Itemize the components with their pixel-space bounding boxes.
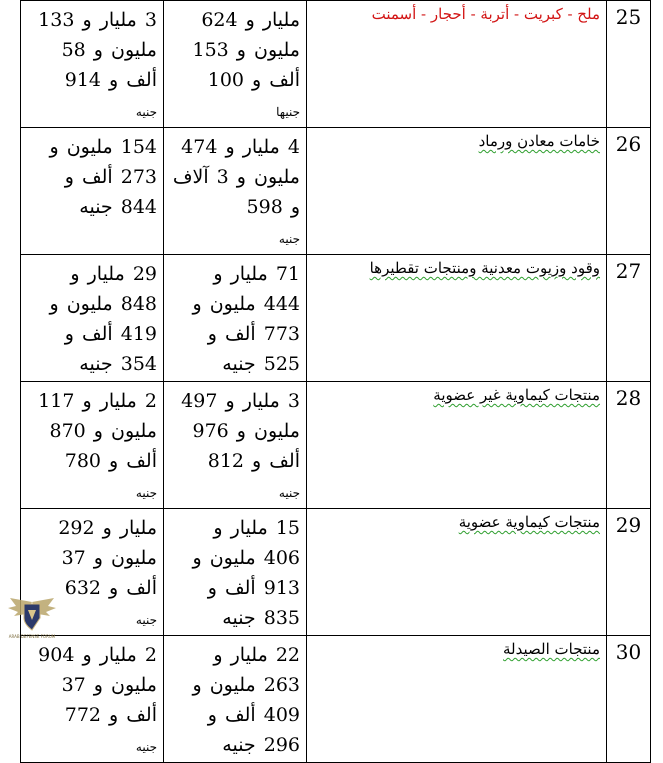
item-text: منتجات الصيدلة	[503, 640, 600, 658]
value-col-2	[21, 382, 164, 509]
value-text: 29 مليار و 848 مليون و 419 ألف و 354 جنيه	[49, 263, 157, 375]
value-text: 3 مليار و 133 مليون و 58 ألف و 914	[38, 9, 157, 91]
value-text: 154 مليون و 273 ألف و 844 جنيه	[49, 136, 157, 218]
value-col-1	[164, 128, 307, 255]
value-text: 2 مليار و 904 مليون و 37 ألف و 772	[38, 644, 157, 726]
row-number: 30	[607, 636, 651, 763]
value-col-1	[164, 1, 307, 128]
value-text: 15 مليار و 406 مليون و 913 ألف و 835 جنيه	[192, 517, 300, 629]
value-col-2	[21, 255, 164, 382]
value-col-2	[21, 1, 164, 128]
table-row	[21, 509, 651, 636]
row-number: 28	[607, 382, 651, 509]
value-unit: جنيه	[278, 486, 300, 500]
table-row	[21, 128, 651, 255]
value-col-2	[21, 636, 164, 763]
table-row	[21, 255, 651, 382]
value-text: مليار و 292 مليون و 37 ألف و 632	[58, 517, 157, 599]
item-name: ملح - كبريت - أتربة - أحجار - أسمنت	[307, 1, 607, 128]
value-col-1	[164, 636, 307, 763]
table-row	[21, 636, 651, 763]
value-text: 22 مليار و 263 مليون و 409 ألف و 296 جنيه	[192, 644, 300, 756]
item-text: وقود وزيوت معدنية ومنتجات تقطيرها	[369, 259, 600, 277]
row-number: 26	[607, 128, 651, 255]
item-name	[307, 382, 607, 509]
row-number: 25	[607, 1, 651, 128]
value-col-1	[164, 382, 307, 509]
trade-table	[20, 0, 651, 763]
item-name	[307, 509, 607, 636]
table-row	[21, 1, 651, 128]
item-text: منتجات كيماوية غير عضوية	[433, 386, 600, 404]
value-unit: جنيه	[135, 613, 157, 627]
value-unit: جنيها	[276, 105, 300, 119]
item-text: خامات معادن ورماد	[478, 132, 600, 150]
value-text: 2 مليار و 117 مليون و 870 ألف و 780	[38, 390, 157, 472]
value-unit: جنيه	[135, 740, 157, 754]
value-col-1	[164, 255, 307, 382]
row-number: 29	[607, 509, 651, 636]
value-text: 4 مليار و 474 مليون و 3 آلاف و 598	[172, 136, 300, 218]
item-name	[307, 255, 607, 382]
value-text: 71 مليار و 444 مليون و 773 ألف و 525 جنيه	[192, 263, 300, 375]
row-number: 27	[607, 255, 651, 382]
value-col-2	[21, 128, 164, 255]
value-unit: جنيه	[135, 486, 157, 500]
value-unit: جنيه	[135, 105, 157, 119]
winged-shield-icon	[6, 596, 58, 634]
forum-watermark	[2, 596, 62, 648]
value-text: 3 مليار و 497 مليون و 976 ألف و 812	[181, 390, 300, 472]
item-name	[307, 128, 607, 255]
table-row	[21, 382, 651, 509]
watermark-text: ARAB DEFENSE FORUM	[8, 634, 56, 639]
item-name	[307, 636, 607, 763]
value-text: مليار و 624 مليون و 153 ألف و 100	[192, 9, 300, 91]
value-unit: جنيه	[278, 232, 300, 246]
value-col-1	[164, 509, 307, 636]
item-text: منتجات كيماوية عضوية	[458, 513, 600, 531]
